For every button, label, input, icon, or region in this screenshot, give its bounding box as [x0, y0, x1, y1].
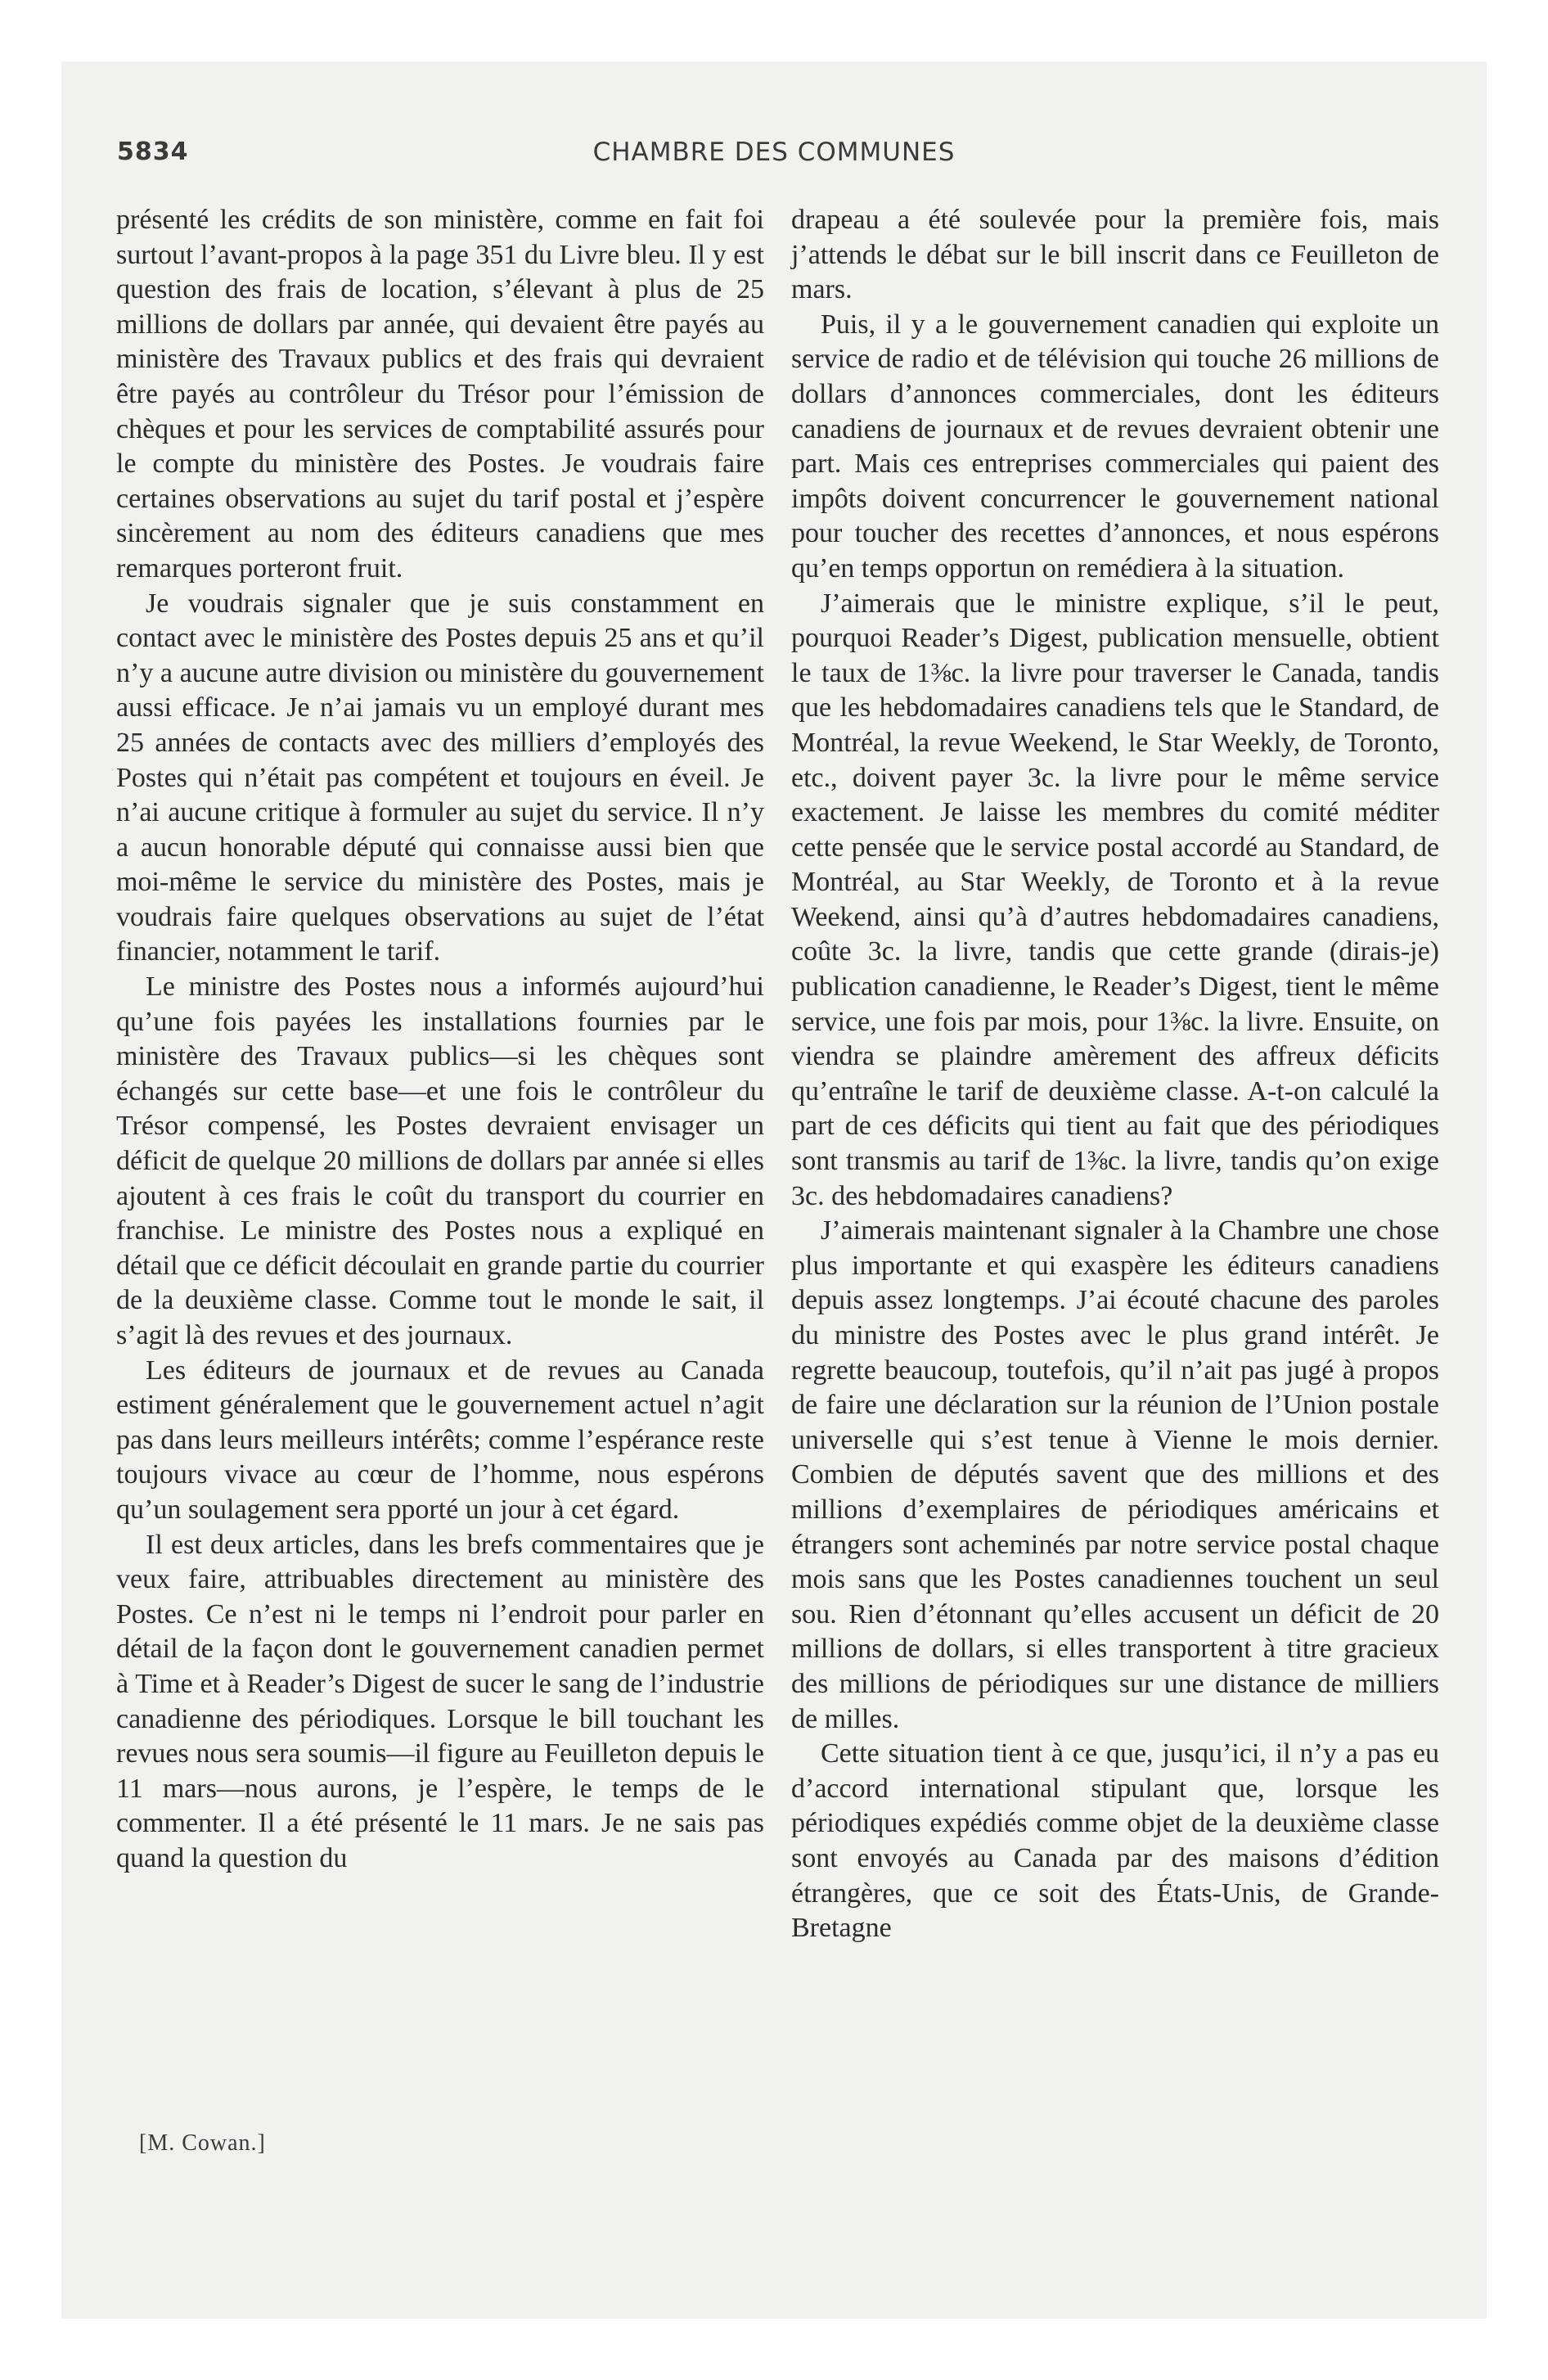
paragraph: Cette situation tient à ce que, jusqu’ici, il n’y a pas eu d’accord international stipulant que, lorsque les périodiques expédiés comme objet de la deuxième classe sont envoyés au Canada par des maisons d’édition étrangères, que ce soit des États-Unis, de Grande-Bretagne	[791, 1738, 1439, 1944]
paragraph: Puis, il y a le gouvernement canadien qui exploite un service de radio et de télévision qui touche 26 millions de dollars d’annonces commerciales, dont les éditeurs canadiens de journaux et de revues devraient obtenir une part. Mais ces entreprises commerciales qui paient des impôts doivent concurrencer le gouvernement national pour toucher des recettes d’annonces, et nous espérons qu’en temps opportun on remédiera à la situation.	[791, 309, 1439, 584]
paragraph: J’aimerais que le ministre explique, s’il le peut, pourquoi Reader’s Digest, publication mensuelle, obtient le taux de 1⅜c. la livre pour traverser le Canada, tandis que les hebdomadaires canadiens tels que le Standard, de Montréal, la revue Weekend, le Star Weekly, de Toronto, etc., doivent payer 3c. la livre pour le même service exactement. Je laisse les membres du comité méditer cette pensée que le service postal accordé au Standard, de Montréal, au Star Weekly, de Toronto et à la revue Weekend, ainsi qu’à d’autres hebdomadaires canadiens, coûte 3c. la livre, tandis que cette grande (dirais-je) publication canadienne, le Reader’s Digest, tient le même service, une fois par mois, pour 1⅜c. la livre. Ensuite, on viendra se plaindre amèrement des affreux déficits qu’entraîne le tarif de deuxième classe. A-t-on calculé la part de ces déficits qui tient au fait que des périodiques sont transmis au tarif de 1⅜c. la livre, tandis qu’on exige 3c. des hebdomadaires canadiens?	[791, 588, 1439, 1211]
paragraph: J’aimerais maintenant signaler à la Chambre une chose plus importante et qui exaspère les éditeurs canadiens depuis assez longtemps. J’ai écouté chacune des paroles du ministre des Postes avec le plus grand intérêt. Je regrette beaucoup, toutefois, qu’il n’ait pas jugé à propos de faire une déclaration sur la réunion de l’Union postale universelle qui s’est tenue à Vienne le mois dernier. Combien de députés savent que des millions et des millions d’exemplaires de périodiques américains et étrangers sont acheminés par notre service postal chaque mois sans que les Postes canadiennes touchent un seul sou. Rien d’étonnant qu’elles accusent un déficit de 20 millions de dollars, si elles transportent à titre gracieux des millions de périodiques sur une distance de milliers de milles.	[791, 1215, 1439, 1734]
speaker-attribution: [M. Cowan.]	[139, 2130, 266, 2156]
paragraph: Il est deux articles, dans les brefs commentaires que je veux faire, attribuables directement au ministère des Postes. Ce n’est ni le temps ni l’endroit pour parler en détail de la façon dont le gouvernement canadien permet à Time et à Reader’s Digest de sucer le sang de l’industrie canadienne des périodiques. Lorsque le bill touchant les revues nous sera soumis—il figure au Feuilleton depuis le 11 mars—nous aurons, je l’espère, le temps de le commenter. Il a été présenté le 11 mars. Je ne sais pas quand la question du	[116, 1529, 764, 1873]
paragraph: Je voudrais signaler que je suis constamment en contact avec le ministère des Postes depuis 25 ans et qu’il n’y a aucune autre division ou ministère du gouvernement aussi efficace. Je n’ai jamais vu un employé durant mes 25 années de contacts avec des milliers d’employés des Postes qui n’était pas compétent et toujours en éveil. Je n’ai aucune critique à formuler au sujet du service. Il n’y a aucun honorable député qui connaisse aussi bien que moi-même le service du ministère des Postes, mais je voudrais faire quelques observations au sujet de l’état financier, notamment le tarif.	[116, 588, 764, 967]
left-column	[116, 203, 764, 1877]
paragraph: drapeau a été soulevée pour la première fois, mais j’attends le débat sur le bill inscrit dans ce Feuilleton de mars.	[791, 205, 1439, 305]
right-column	[791, 203, 1439, 1946]
paragraph: présenté les crédits de son ministère, comme en fait foi surtout l’avant-propos à la page 351 du Livre bleu. Il y est question des frais de location, s’élevant à plus de 25 millions de dollars par année, qui devaient être payés au ministère des Travaux publics et des frais qui devraient être payés au contrôleur du Trésor pour l’émission de chèques et pour les services de comptabilité assurés pour le compte du ministère des Postes. Je voudrais faire certaines observations au sujet du tarif postal et j’espère sincèrement au nom des éditeurs canadiens que mes remarques porteront fruit.	[116, 205, 764, 584]
running-header: CHAMBRE DES COMMUNES	[592, 137, 956, 167]
paragraph: Le ministre des Postes nous a informés aujourd’hui qu’une fois payées les installations fournies par le ministère des Travaux publics—si les chèques sont échangés sur cette base—et une fois le contrôleur du Trésor compensé, les Postes devraient envisager un déficit de quelque 20 millions de dollars par année si elles ajoutent à ces frais le coût du transport du courrier en franchise. Le ministre des Postes nous a expliqué en détail que ce déficit découlait en grande partie du courrier de la deuxième classe. Comme tout le monde le sait, il s’agit là des revues et des journaux.	[116, 971, 764, 1350]
page-number: 5834	[117, 137, 189, 166]
paragraph: Les éditeurs de journaux et de revues au Canada estiment généralement que le gouvernement actuel n’agit pas dans leurs meilleurs intérêts; comme l’espérance reste toujours vivace au cœur de l’homme, nous espérons qu’un soulagement sera pporté un jour à cet égard.	[116, 1355, 764, 1525]
